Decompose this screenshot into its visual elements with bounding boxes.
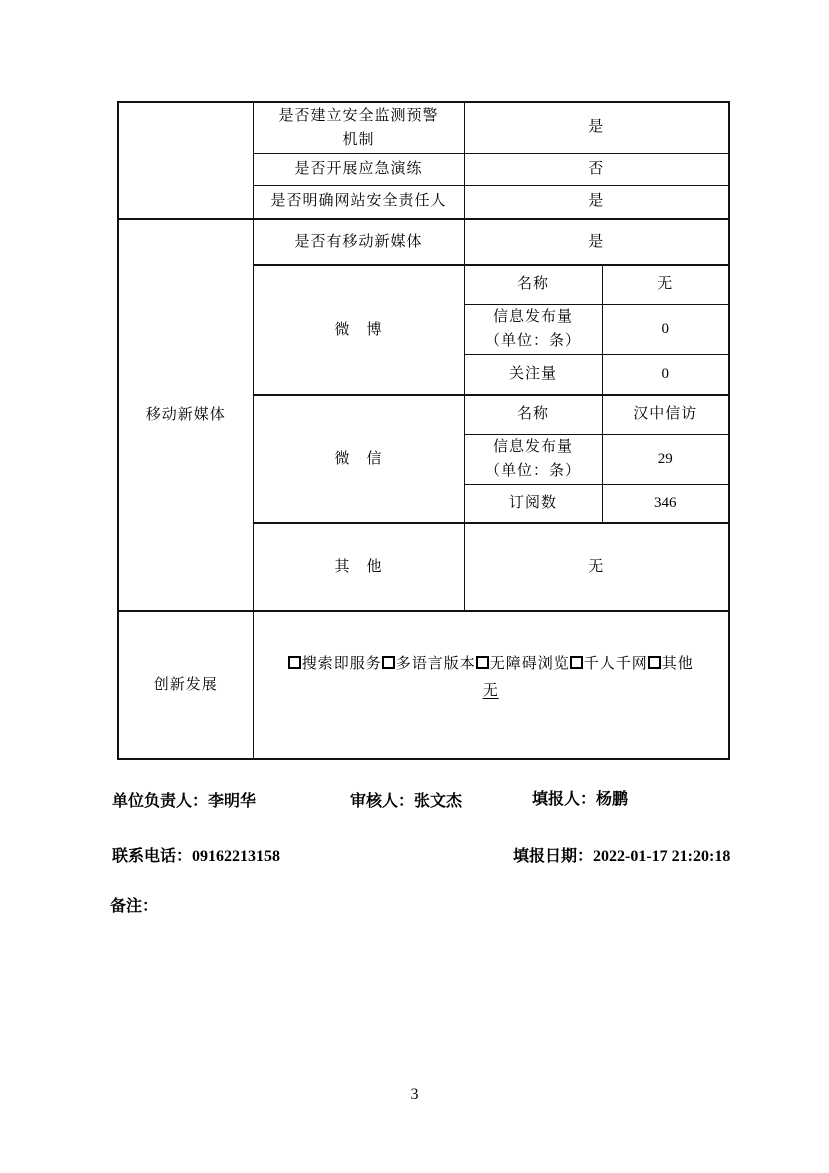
security-question-monitoring: [253, 102, 464, 153]
option-other: 其他: [661, 656, 694, 672]
mobile-media-answer: 是: [464, 219, 729, 265]
weibo-followers-value: 0: [602, 354, 729, 395]
wechat-label-cell: 微 信: [253, 395, 464, 523]
option-multilingual: 多语言版本: [395, 656, 476, 672]
wechat-posts-label: 信息发布量 （单位：条）: [464, 434, 602, 484]
innovation-options-line: [282, 651, 701, 678]
security-answer-drill: 否: [464, 153, 729, 185]
weibo-posts-label: 信息发布量 （单位：条）: [464, 304, 602, 354]
section-cell-empty: [118, 102, 253, 219]
security-answer-monitoring: 是: [464, 102, 729, 153]
security-question-responsible: 是否明确网站安全责任人: [253, 185, 464, 219]
wechat-name-label: 名称: [464, 395, 602, 434]
reviewer-text: 审核人：张文杰: [350, 793, 463, 810]
option-accessibility: 无障碍浏览: [489, 656, 570, 672]
fill-date-text: 填报日期：2022-01-17 21:20:18: [513, 848, 731, 865]
security-question-drill: 是否开展应急演练: [253, 153, 464, 185]
checkbox-search-service-icon: [288, 656, 301, 669]
remarks-label: 备注：: [110, 898, 159, 915]
other-media-label: 其 他: [253, 523, 464, 611]
weibo-name-value: 无: [602, 265, 729, 304]
unit-head-text: 单位负责人：李明华: [112, 793, 257, 810]
checkbox-accessibility-icon: [476, 656, 489, 669]
checkbox-other-icon: [648, 656, 661, 669]
security-answer-responsible: 是: [464, 185, 729, 219]
weibo-followers-label: 关注量: [464, 354, 602, 395]
section-cell-innovation: 创新发展: [118, 611, 253, 759]
mobile-media-question: 是否有移动新媒体: [253, 219, 464, 265]
filler-text: 填报人：杨鹏: [532, 791, 629, 808]
question-text-line2: 机制: [342, 131, 375, 148]
innovation-content-cell: [253, 611, 729, 759]
wechat-subscribers-value: 346: [602, 484, 729, 523]
weibo-name-label: 名称: [464, 265, 602, 304]
phone-text: 联系电话：09162213158: [112, 848, 281, 865]
weibo-label-cell: 微 博: [253, 265, 464, 395]
weibo-posts-value: 0: [602, 304, 729, 354]
wechat-subscribers-label: 订阅数: [464, 484, 602, 523]
option-personalized: 千人千网: [583, 656, 648, 672]
checkbox-multilingual-icon: [382, 656, 395, 669]
wechat-name-value: 汉中信访: [602, 395, 729, 434]
wechat-posts-value: 29: [602, 434, 729, 484]
checkbox-personalized-icon: [570, 656, 583, 669]
page-number: 3: [410, 1086, 419, 1103]
report-table: [117, 101, 730, 760]
section-cell-mobile-media: 移动新媒体: [118, 219, 253, 611]
other-media-value: 无: [464, 523, 729, 611]
option-search-service: 搜索即服务: [301, 656, 382, 672]
question-text-line1: 是否建立安全监测预警: [278, 107, 439, 124]
innovation-other-value: 无: [482, 683, 499, 699]
